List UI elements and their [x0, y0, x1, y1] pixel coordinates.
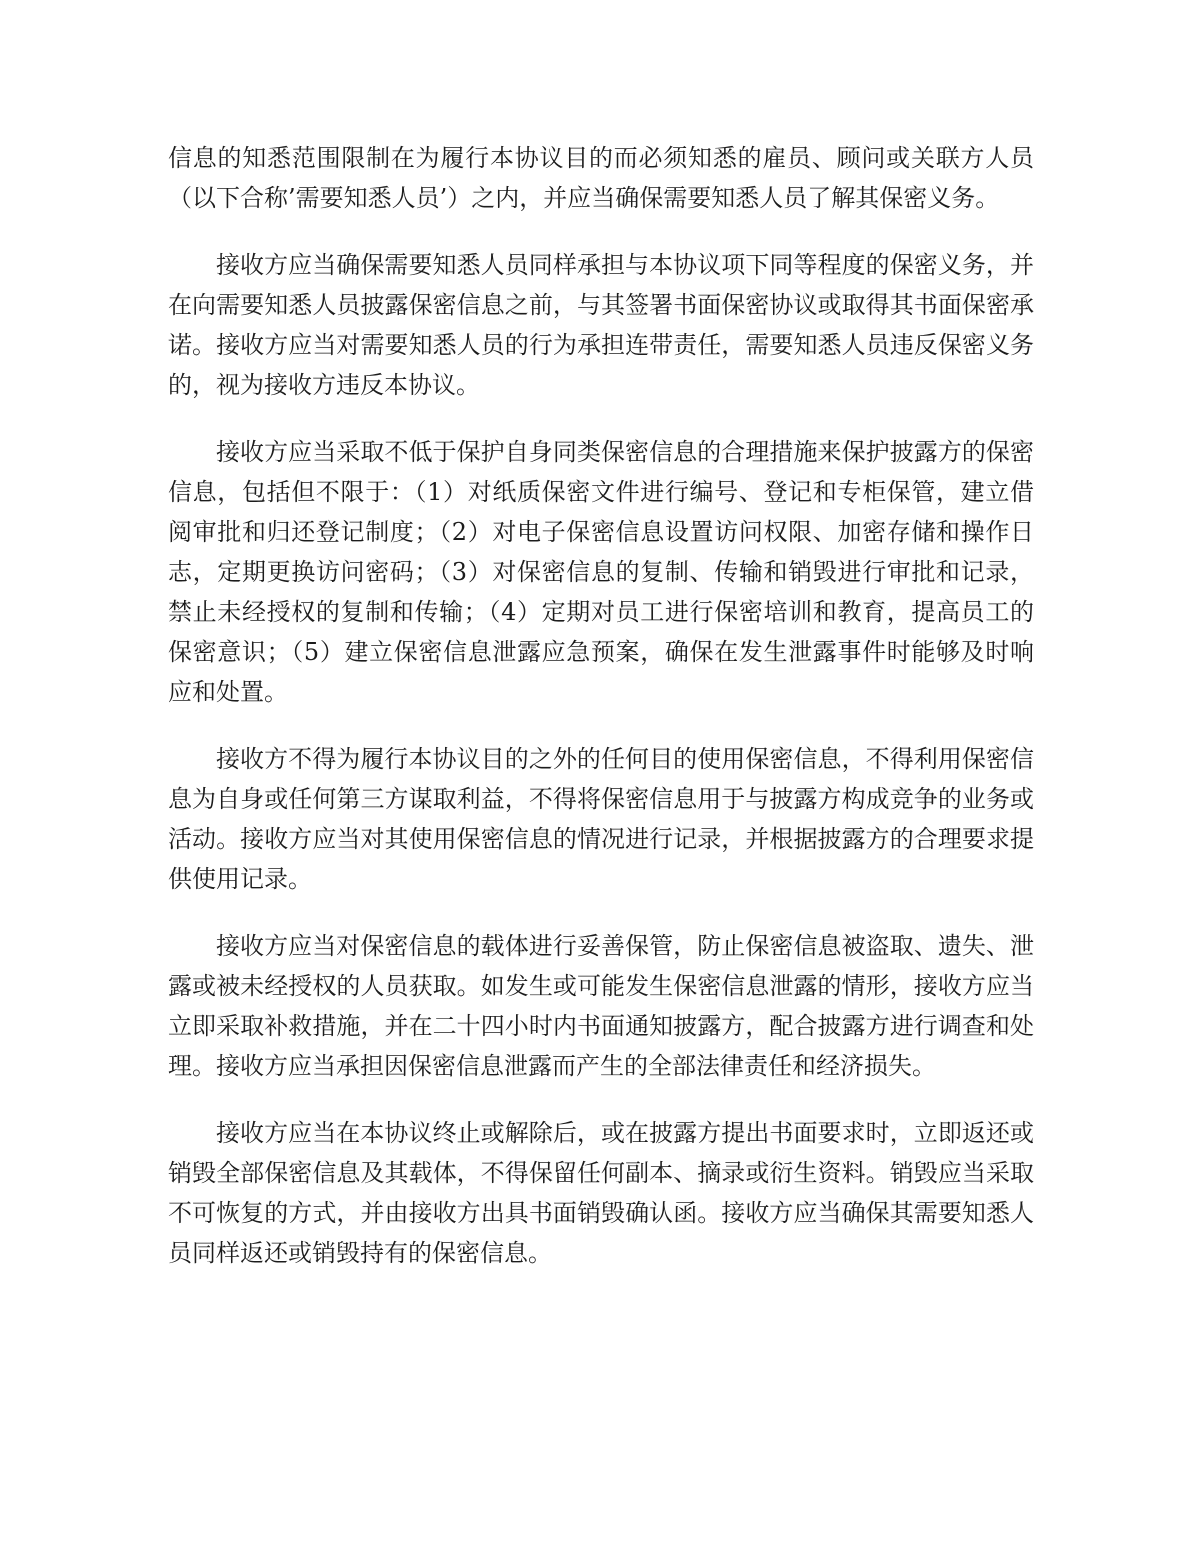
- document-body: [168, 138, 1034, 1300]
- paragraph-need-to-know-obligations: 接收方应当确保需要知悉人员同样承担与本协议项下同等程度的保密义务，并在向需要知悉人员披露保密信息之前，与其签署书面保密协议或取得其书面保密承诺。接收方应当对需要知悉人员的行为承担连带责任，需要知悉人员违反保密义务的，视为接收方违反本协议。: [168, 251, 1034, 399]
- paragraph-custody-and-leak-response: 接收方应当对保密信息的载体进行妥善保管，防止保密信息被盗取、遗失、泄露或被未经授权的人员获取。如发生或可能发生保密信息泄露的情形，接收方应当立即采取补救措施，并在二十四小时内书面通知披露方，配合披露方进行调查和处理。接收方应当承担因保密信息泄露而产生的全部法律责任和经济损失。: [168, 932, 1034, 1080]
- paragraph-return-or-destruction: 接收方应当在本协议终止或解除后，或在披露方提出书面要求时，立即返还或销毁全部保密信息及其载体，不得保留任何副本、摘录或衍生资料。销毁应当采取不可恢复的方式，并由接收方出具书面销毁确认函。接收方应当确保其需要知悉人员同样返还或销毁持有的保密信息。: [168, 1119, 1034, 1267]
- paragraph-use-restriction: 接收方不得为履行本协议目的之外的任何目的使用保密信息，不得利用保密信息为自身或任何第三方谋取利益，不得将保密信息用于与披露方构成竞争的业务或活动。接收方应当对其使用保密信息的情况进行记录，并根据披露方的合理要求提供使用记录。: [168, 745, 1034, 893]
- paragraph-protection-measures: 接收方应当采取不低于保护自身同类保密信息的合理措施来保护披露方的保密信息，包括但不限于：（1）对纸质保密文件进行编号、登记和专柜保管，建立借阅审批和归还登记制度；（2）对电子保密信息设置访问权限、加密存储和操作日志，定期更换访问密码；（3）对保密信息的复制、传输和销毁进行审批和记录，禁止未经授权的复制和传输；（4）定期对员工进行保密培训和教育，提高员工的保密意识；（5）建立保密信息泄露应急预案，确保在发生泄露事件时能够及时响应和处置。: [168, 438, 1034, 706]
- paragraph-need-to-know-scope: 信息的知悉范围限制在为履行本协议目的而必须知悉的雇员、顾问或关联方人员（以下合称’需要知悉人员’）之内，并应当确保需要知悉人员了解其保密义务。: [168, 144, 1034, 212]
